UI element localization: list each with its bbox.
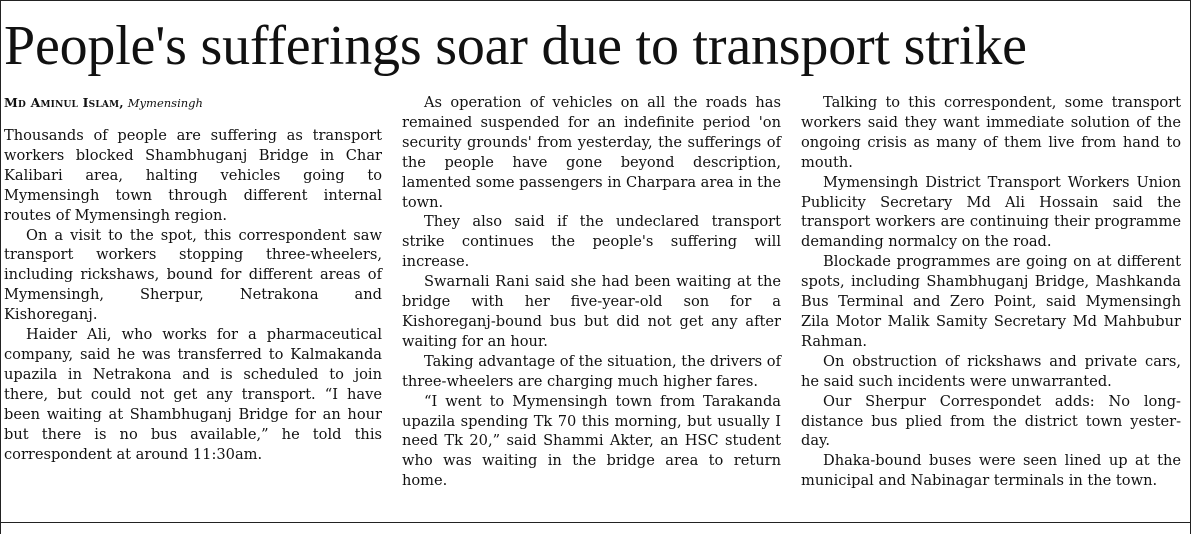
bottom-divider bbox=[1, 522, 1191, 523]
paragraph: Haider Ali, who works for a pharmaceutical company, said he was transferred to Kalmakanda upazila in Netrakona and is scheduled to join there, but could not get any transport. “I have been waiting at Shambhuganj Bridge for an hour but there is no bus available,” he told this correspondent at around 11:30am. bbox=[4, 326, 382, 463]
paragraph: On obstruction of rickshaws and private cars, he said such incidents were unwarranted. bbox=[801, 352, 1181, 390]
article-column-3 bbox=[801, 93, 1181, 491]
paragraph: Blockade programmes are going on at different spots, including Shambhuganj Bridge, Mashkanda Bus Terminal and Zero Point, said Mymensingh Zila Motor Malik Samity Secretary Md Mahbubur Rahman. bbox=[801, 253, 1181, 350]
paragraph: Taking advantage of the situation, the drivers of three-wheelers are charging much higher fares. bbox=[402, 352, 781, 390]
byline-location: Mymensingh bbox=[127, 96, 203, 110]
byline-author: Md Aminul Islam, bbox=[4, 95, 124, 110]
paragraph: They also said if the undeclared transport strike continues the people's suffering will increase. bbox=[402, 213, 781, 271]
paragraph: Talking to this correspondent, some transport workers said they want immediate solution of the ongoing crisis as many of them live from hand to mouth. bbox=[801, 94, 1181, 171]
paragraph: Mymensingh District Transport Workers Union Publicity Secretary Md Ali Hossain said the transport workers are continuing their programme demanding normalcy on the road. bbox=[801, 173, 1181, 251]
paragraph: On a visit to the spot, this correspondent saw transport workers stopping three-wheelers, including rickshaws, bound for different areas of Mymensingh, Sherpur, Netrakona and Kishoreganj. bbox=[4, 226, 382, 324]
paragraph: Thousands of people are suffering as transport workers blocked Shambhuganj Bridge in Char Kalibari area, halting vehicles going to Mymensingh town through different internal routes of Mymensingh region. bbox=[4, 127, 382, 224]
headline: People's sufferings soar due to transport strike bbox=[4, 15, 1027, 77]
paragraph: “I went to Mymensingh town from Tarakanda upazila spending Tk 70 this morning, but usually I need Tk 20,” said Shammi Akter, an HSC student who was waiting in the bridge area to return home. bbox=[402, 392, 781, 490]
article-column-1 bbox=[4, 93, 382, 464]
byline bbox=[4, 93, 382, 111]
paragraph: Our Sherpur Correspondet adds: No long-distance bus plied from the district town yesterday. bbox=[801, 392, 1181, 450]
article-column-2 bbox=[402, 93, 781, 491]
paragraph: As operation of vehicles on all the roads has remained suspended for an indefinite period 'on security grounds' from yesterday, the sufferings of the people have gone beyond description, lamented some passengers in Charpara area in the town. bbox=[402, 94, 781, 211]
paragraph: Dhaka-bound buses were seen lined up at the municipal and Nabinagar terminals in the town. bbox=[801, 452, 1181, 490]
paragraph: Swarnali Rani said she had been waiting at the bridge with her five-year-old son for a Kishoreganj-bound bus but did not get any after waiting for an hour. bbox=[402, 273, 781, 350]
